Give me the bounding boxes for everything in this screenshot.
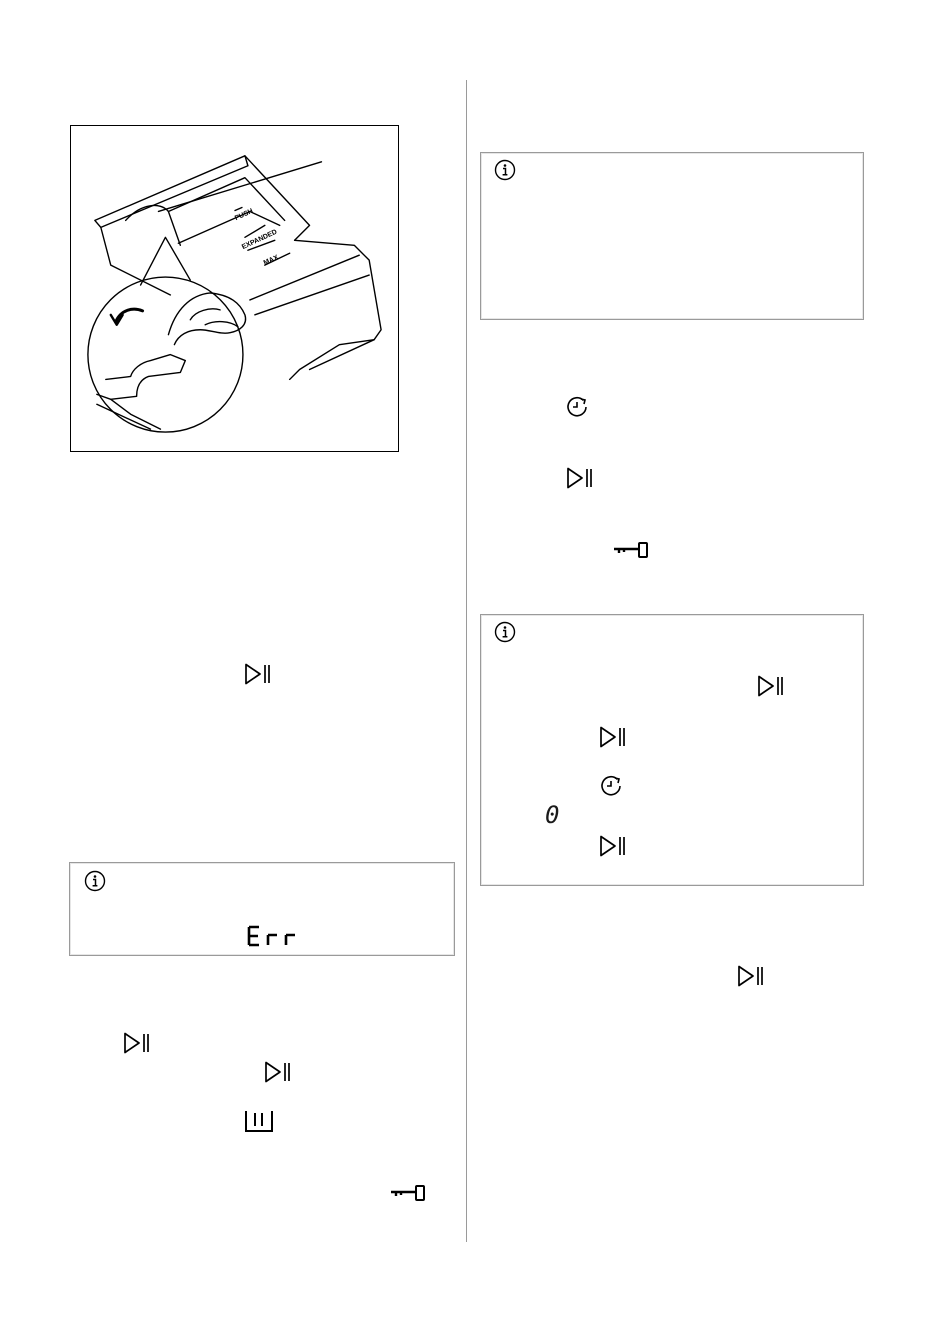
dispenser-illustration: [71, 126, 398, 451]
display-error-code: [246, 925, 302, 952]
start-pause-icon: [737, 965, 765, 987]
dispenser-figure: [70, 125, 399, 452]
display-zero-digit: 0: [545, 801, 560, 829]
start-pause-icon: [566, 467, 594, 489]
child-lock-key-icon: [613, 541, 649, 559]
drawer-label-expanded: EXPANDED: [240, 228, 279, 252]
child-lock-key-icon: [390, 1184, 426, 1202]
info-icon: [84, 870, 106, 892]
delay-start-icon: [564, 394, 590, 420]
info-note-box-error: [69, 862, 455, 956]
error-code-segments: [246, 925, 302, 947]
start-pause-icon: [123, 1032, 151, 1054]
start-pause-icon: [264, 1061, 292, 1083]
info-note-box-1: [480, 152, 864, 320]
start-pause-icon: [244, 663, 272, 685]
column-divider: [466, 80, 467, 1242]
drawer-label-push: PUSH: [233, 207, 255, 223]
start-pause-icon: [599, 726, 627, 748]
info-icon: [494, 621, 516, 643]
drawer-label-max: MAX: [262, 254, 280, 267]
delay-start-icon: [598, 773, 624, 799]
info-icon: [494, 159, 516, 181]
start-pause-icon: [757, 675, 785, 697]
pre-wash-icon: [243, 1109, 275, 1135]
start-pause-icon: [599, 835, 627, 857]
info-note-box-2: [480, 614, 864, 886]
